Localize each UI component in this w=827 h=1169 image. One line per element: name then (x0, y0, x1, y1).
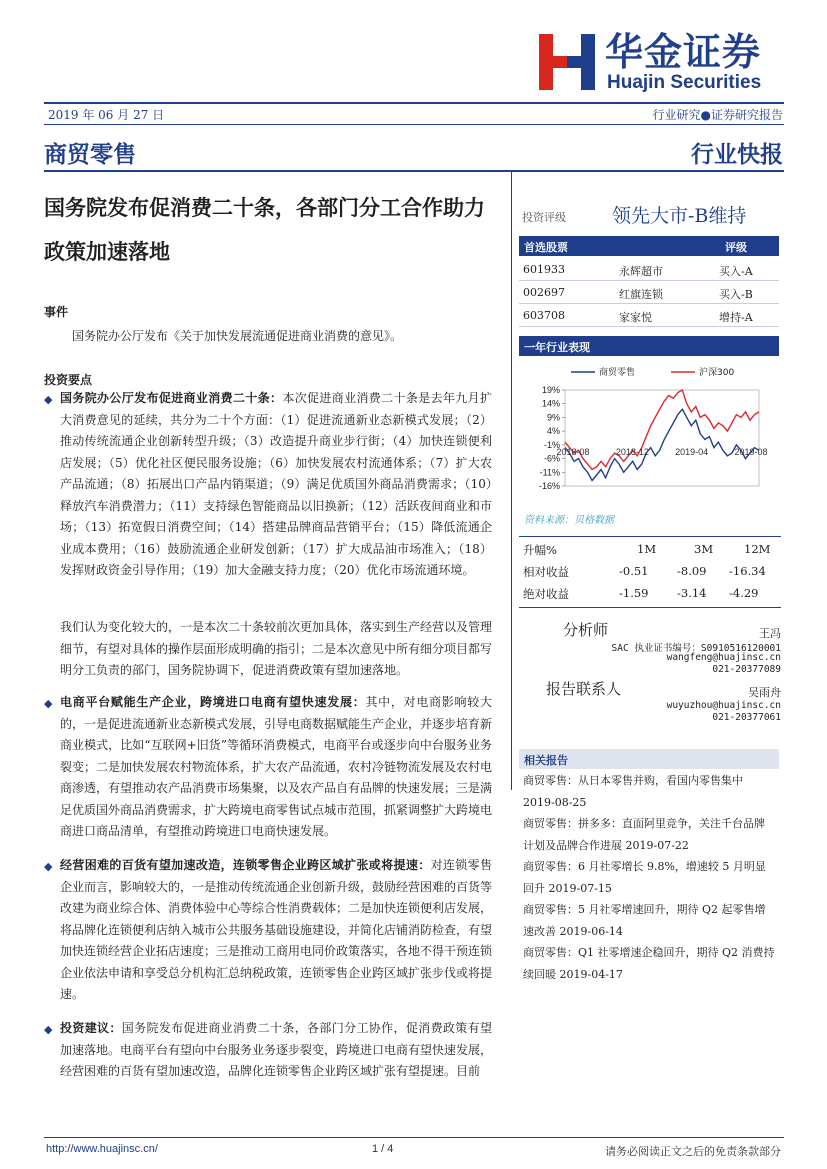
related-report-item[interactable]: 商贸零售：拼多多：直面阿里竞争，关注千台品牌计划及品牌合作进展 2019-07-22 (523, 817, 765, 852)
perf-row (519, 584, 781, 606)
analyst-phone: 021-20377089 (712, 664, 781, 675)
stock-header-pick: 首选股票 (524, 241, 568, 254)
y-tick-label: -1% (543, 439, 560, 450)
perf-value: -4.29 (729, 586, 759, 600)
contact-heading: 报告联系人 (546, 680, 622, 698)
y-tick-label: 4% (546, 426, 560, 437)
analyst-name: 王冯 (759, 627, 781, 640)
paragraph-lead: 投资建议： (60, 1021, 122, 1035)
rating-label: 投资评级 (522, 211, 566, 224)
footer-url[interactable]: http://www.huajinsc.cn/ (46, 1143, 158, 1155)
bullet-icon: ◆ (44, 697, 53, 710)
y-tick-label: -6% (543, 453, 560, 464)
x-tick-label: 2018-08 (556, 446, 590, 457)
paragraph-lead: 经营困难的百货有望加速改造，连锁零售企业跨区域扩张或将提速： (60, 858, 431, 872)
perf-header: 升幅% (523, 543, 557, 557)
stock-row (519, 281, 779, 304)
perf-header: 3M (694, 542, 714, 556)
related-reports-heading: 相关报告 (524, 754, 568, 767)
header-rule-bottom (44, 170, 784, 172)
chart-section-title: 一年行业表现 (524, 341, 590, 354)
related-reports-bar (519, 749, 779, 769)
series-line-retail (565, 409, 759, 480)
paragraph-chain-retail (60, 855, 492, 1006)
perf-header-row (519, 540, 781, 562)
stock-name: 红旗连锁 (619, 288, 663, 301)
stock-name: 家家悦 (619, 311, 652, 324)
paragraph-consumption-measures (60, 388, 492, 582)
rating-value: 领先大市-B维持 (612, 205, 747, 227)
perf-header: 1M (637, 542, 657, 556)
contact-phone: 021-20377061 (712, 712, 781, 723)
perf-rule-top (519, 536, 781, 537)
y-tick-label: 19% (541, 385, 560, 395)
paragraph-body: 对连锁零售企业而言，影响较大的，一是推动传统流通企业创新升级，鼓励经营困难的百货等改建为商业综合体、消费体验中心等综合性消费载体；二是加快连锁便利店发展，将品牌化连锁便利店纳入城市公共服务基础设施建设，并简化店铺消防检查，有望加快连锁经营企业拓店速度；三是推动工商用电同价政策落实，各地不得干预连锁企业依法申请和享受总分机构汇总纳税政策，连锁零售企业跨区域扩张步伐或将提速。 (60, 858, 493, 1001)
footer-rule (44, 1137, 784, 1138)
x-tick-label: 2019-04 (675, 446, 709, 457)
column-divider (511, 170, 512, 790)
paragraph-ecommerce (60, 692, 492, 843)
analyst-cert: SAC 执业证书编号：S0910516120001 (611, 643, 781, 654)
y-tick-label: 9% (546, 412, 560, 423)
x-tick-label: 2019-08 (734, 446, 768, 457)
related-reports-list (523, 770, 775, 985)
event-heading: 事件 (44, 305, 69, 319)
report-category: 行业研究●证券研究报告 (652, 108, 783, 122)
analyst-email[interactable]: wangfeng@huajinsc.cn (666, 652, 781, 663)
contact-email[interactable]: wuyuzhou@huajinsc.cn (666, 700, 781, 711)
series-line-csi300 (565, 390, 759, 470)
stock-table-header (519, 236, 779, 256)
perf-label: 相对收益 (523, 565, 569, 579)
y-tick-label: -16% (538, 481, 560, 491)
chart-source: 资料来源：贝格数据 (524, 515, 614, 526)
perf-value: -3.14 (677, 586, 707, 600)
bullet-icon: ◆ (44, 393, 53, 406)
header-rule-mid (44, 124, 784, 125)
stock-rating: 增持-A (719, 311, 753, 324)
paragraph-body: 其中，对电商影响较大的，一是促进流通新业态新模式发展，引导电商数据赋能生产企业，并逐步培育新商业模式，比如“互联网+旧货”等循环消费模式，电商平台或逐步向中台服务业务裂变；二是加快发展农村物流体系，扩大农产品流通，农村冷链物流发展及农村电商渗透，有望推动农产品消费市场集聚，以及农产品自有品牌的快速发展；三是满足优质国外商品消费需求，扩大跨境电商零售试点城市范围，抓紧调整扩大跨境电商进口商品清单，有望推动跨境进口电商快速发展。 (60, 695, 493, 838)
related-report-item[interactable]: 商贸零售：从日本零售并购，看国内零售集中 2019-08-25 (523, 774, 743, 809)
stock-name: 永辉超市 (619, 265, 663, 278)
related-report-item[interactable]: 商贸零售：Q1 社零增速企稳回升，期待 Q2 消费持续回暖 2019-04-17 (523, 946, 775, 981)
key-points-heading: 投资要点 (44, 373, 93, 387)
paragraph-body: 国务院发布促进商业消费二十条，各部门分工协作，促消费政策有望加速落地。电商平台有望向中台服务业务逐步裂变，跨境进口电商有望快速发展，经营困难的百货有望加速改造，品牌化连锁零售企业跨区域扩张有望提速。目前 (60, 1021, 493, 1078)
paragraph-analysis (60, 617, 492, 682)
paragraph-lead: 电商平台赋能生产企业，跨境进口电商有望快速发展： (60, 695, 366, 709)
report-type: 行业快报 (691, 141, 783, 168)
stock-header-rating: 评级 (725, 241, 747, 254)
perf-value: -1.59 (619, 586, 649, 600)
stock-row (519, 304, 779, 327)
industry-performance-chart (519, 360, 781, 500)
footer-disclaimer: 请务必阅读正文之后的免责条款部分 (605, 1145, 781, 1158)
perf-row (519, 562, 781, 584)
header-rule-top (44, 102, 784, 104)
legend-label: 商贸零售 (599, 368, 636, 378)
company-logo-mark (537, 32, 597, 92)
perf-value: -0.51 (619, 564, 649, 578)
analyst-heading: 分析师 (563, 621, 609, 639)
bullet-icon: ◆ (44, 860, 53, 873)
perf-value: -16.34 (729, 564, 766, 578)
perf-header: 12M (744, 542, 771, 556)
event-text: 国务院办公厅发布《关于加快发展流通促进商业消费的意见》。 (72, 329, 403, 343)
y-tick-label: 14% (541, 398, 560, 409)
y-tick-label: -11% (539, 467, 560, 478)
chart-section-bar (519, 336, 779, 356)
logo-chinese-name: 华金证券 (605, 30, 762, 74)
contact-name: 吴雨舟 (748, 686, 781, 699)
sector-name: 商贸零售 (44, 141, 136, 168)
stock-row (519, 258, 779, 281)
report-date: 2019 年 06 月 27 日 (48, 108, 165, 122)
paragraph-body: 我们认为变化较大的，一是本次二十条较前次更加具体，落实到生产经营以及管理细节，有望对具体的操作层面形成明确的指引；二是本次意见中所有细分项目都写明分工负责的部门，国务院协调下，促进消费政策有望加速落地。 (60, 620, 493, 677)
related-report-item[interactable]: 商贸零售：6 月社零增长 9.8%，增速较 5 月明显回升 2019-07-15 (523, 860, 766, 895)
stock-code: 603708 (523, 309, 565, 322)
stock-rating: 买入-B (719, 288, 753, 301)
report-title: 国务院发布促消费二十条，各部门分工合作助力政策加速落地 (44, 195, 485, 264)
stock-code: 002697 (523, 286, 565, 299)
perf-value: -8.09 (677, 564, 707, 578)
perf-rule-bottom (519, 607, 781, 608)
legend-label: 沪深300 (699, 368, 735, 378)
paragraph-body: 本次促进商业消费二十条是去年九月扩大消费意见的延续，共分为二十个方面：（1）促进流通新业态新模式发展；（2）推动传统流通企业创新转型升级；（3）改造提升商业步行街；（4）加快连锁便利店发展；（5）优化社区便民服务设施；（6）加快发展农村流通体系；（7）扩大农产品流通；（8）拓展出口产品内销渠道；（9）满足优质国外商品消费需求；（10）释放汽车消费潜力；（11）支持绿色智能商品以旧换新；（12）活跃夜间商业和市场；（13）拓宽假日消费空间；（14）搭建品牌商品营销平台；（15）降低流通企业成本费用；（16）鼓励流通企业研发创新；（17）扩大成品油市场准入；（18）发挥财政资金引导作用；（19）加大金融支持力度；（20）优化市场流通环境。 (60, 391, 492, 577)
logo-english-name: Huajin Securities (607, 72, 762, 93)
paragraph-lead: 国务院办公厅发布促进商业消费二十条： (60, 391, 283, 405)
bullet-icon: ◆ (44, 1023, 53, 1036)
stock-rating: 买入-A (719, 265, 753, 278)
related-report-item[interactable]: 商贸零售：5 月社零增速回升，期待 Q2 起零售增速改善 2019-06-14 (523, 903, 766, 938)
page-number: 1 / 4 (372, 1143, 394, 1155)
perf-label: 绝对收益 (523, 587, 569, 601)
x-tick-label: 2018-12 (615, 446, 649, 457)
paragraph-investment-advice (60, 1018, 492, 1083)
stock-code: 601933 (523, 263, 565, 276)
